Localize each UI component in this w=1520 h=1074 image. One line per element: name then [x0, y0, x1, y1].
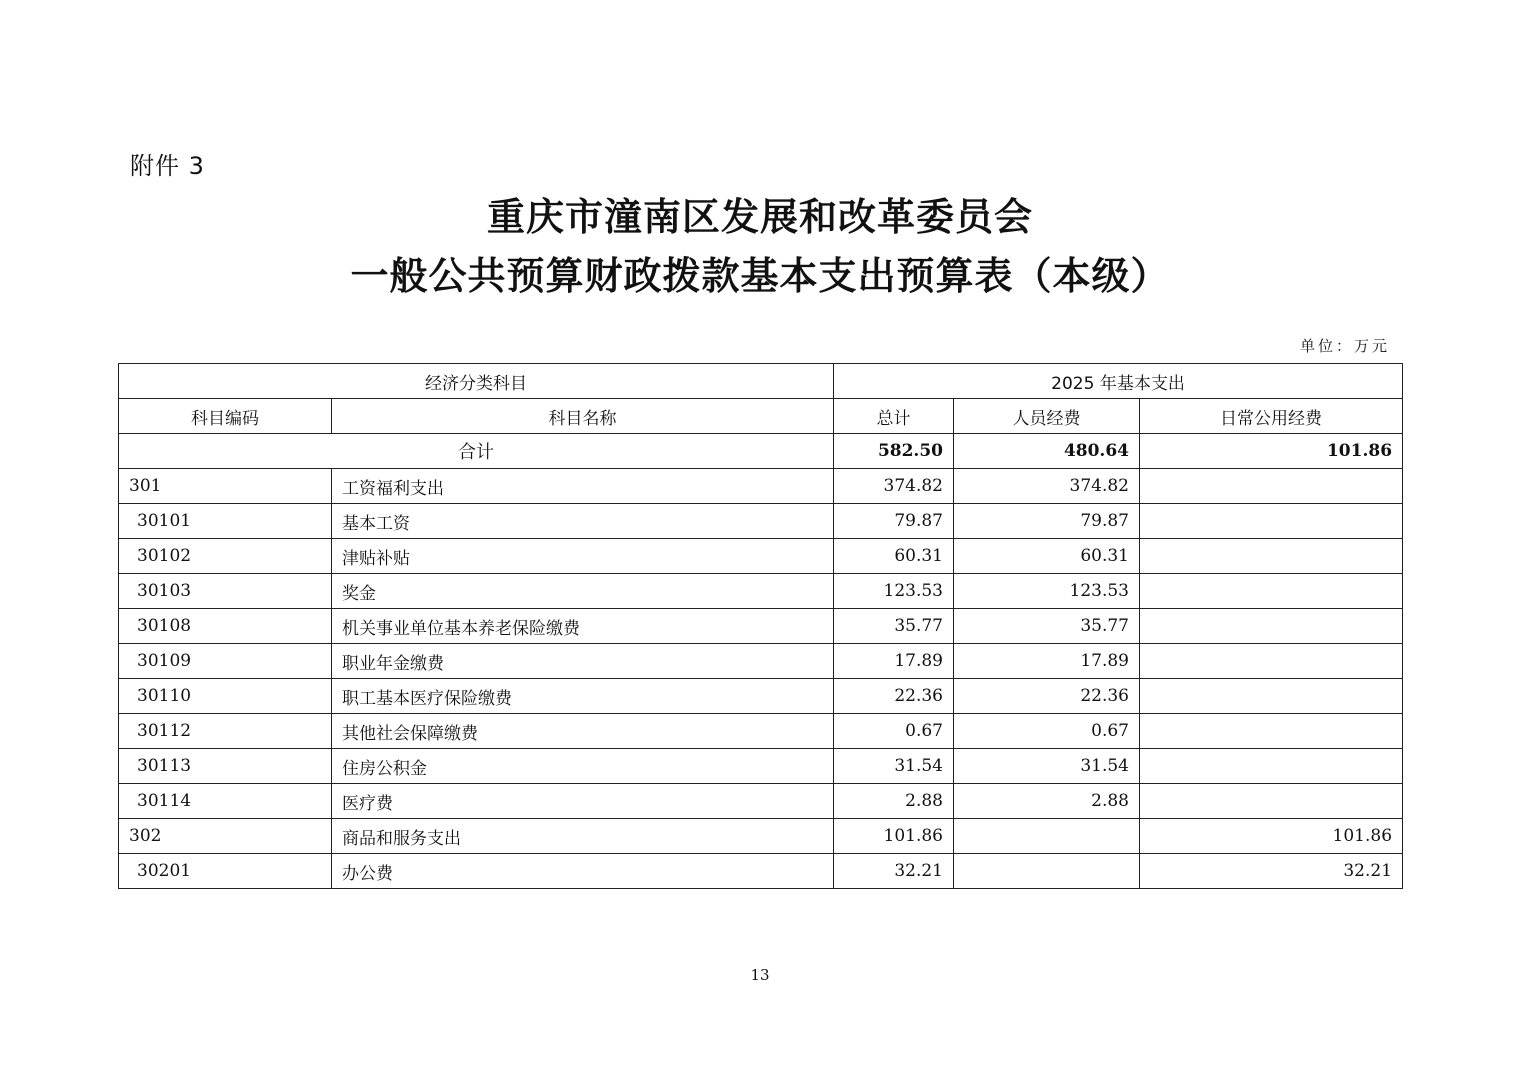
- row-code: 30113: [119, 749, 332, 784]
- row-code: 30101: [119, 504, 332, 539]
- row-code: 30110: [119, 679, 332, 714]
- row-name: 职业年金缴费: [332, 644, 834, 679]
- row-personnel: 22.36: [954, 679, 1140, 714]
- row-public: [1140, 679, 1403, 714]
- total-public: 101.86: [1140, 434, 1403, 469]
- row-name: 商品和服务支出: [332, 819, 834, 854]
- row-personnel: 60.31: [954, 539, 1140, 574]
- row-name: 职工基本医疗保险缴费: [332, 679, 834, 714]
- row-personnel: [954, 819, 1140, 854]
- row-public: [1140, 644, 1403, 679]
- column-header-public: 日常公用经费: [1140, 399, 1403, 434]
- group-header-economic: 经济分类科目: [119, 364, 834, 399]
- page-number: 13: [750, 966, 770, 984]
- row-total: 35.77: [834, 609, 954, 644]
- table-row: [119, 609, 1403, 644]
- row-name: 机关事业单位基本养老保险缴费: [332, 609, 834, 644]
- row-public: [1140, 574, 1403, 609]
- row-total: 2.88: [834, 784, 954, 819]
- row-name: 奖金: [332, 574, 834, 609]
- row-public: [1140, 469, 1403, 504]
- row-name: 办公费: [332, 854, 834, 889]
- row-public: [1140, 504, 1403, 539]
- row-personnel: 79.87: [954, 504, 1140, 539]
- table-row: [119, 574, 1403, 609]
- column-header-row: [119, 399, 1403, 434]
- row-personnel: 31.54: [954, 749, 1140, 784]
- total-personnel: 480.64: [954, 434, 1140, 469]
- row-total: 0.67: [834, 714, 954, 749]
- row-code: 30108: [119, 609, 332, 644]
- row-public: [1140, 749, 1403, 784]
- attachment-label: 附件 3: [130, 152, 205, 180]
- row-public: 101.86: [1140, 819, 1403, 854]
- row-personnel: 35.77: [954, 609, 1140, 644]
- total-label: 合计: [119, 434, 834, 469]
- row-name: 其他社会保障缴费: [332, 714, 834, 749]
- table-row: [119, 679, 1403, 714]
- row-personnel: 2.88: [954, 784, 1140, 819]
- table-row: [119, 539, 1403, 574]
- row-personnel: [954, 854, 1140, 889]
- row-name: 工资福利支出: [332, 469, 834, 504]
- row-name: 基本工资: [332, 504, 834, 539]
- row-code: 30109: [119, 644, 332, 679]
- group-header-basic-expenditure: 2025 年基本支出: [834, 364, 1403, 399]
- row-public: 32.21: [1140, 854, 1403, 889]
- row-code: 30102: [119, 539, 332, 574]
- budget-table: [118, 363, 1403, 889]
- column-header-total: 总计: [834, 399, 954, 434]
- row-code: 302: [119, 819, 332, 854]
- row-personnel: 0.67: [954, 714, 1140, 749]
- row-total: 17.89: [834, 644, 954, 679]
- row-code: 30114: [119, 784, 332, 819]
- row-total: 32.21: [834, 854, 954, 889]
- group-header-row: [119, 364, 1403, 399]
- document-title-line1: 重庆市潼南区发展和改革委员会: [486, 194, 1033, 239]
- row-personnel: 17.89: [954, 644, 1140, 679]
- row-total: 60.31: [834, 539, 954, 574]
- row-code: 30112: [119, 714, 332, 749]
- row-code: 30201: [119, 854, 332, 889]
- table-row: [119, 749, 1403, 784]
- table-row: [119, 714, 1403, 749]
- row-total: 22.36: [834, 679, 954, 714]
- row-public: [1140, 539, 1403, 574]
- row-public: [1140, 609, 1403, 644]
- row-total: 79.87: [834, 504, 954, 539]
- row-name: 津贴补贴: [332, 539, 834, 574]
- column-header-personnel: 人员经费: [954, 399, 1140, 434]
- row-public: [1140, 784, 1403, 819]
- table-row: [119, 819, 1403, 854]
- table-row: [119, 469, 1403, 504]
- total-sum: 582.50: [834, 434, 954, 469]
- row-total: 101.86: [834, 819, 954, 854]
- document-title-line2: 一般公共预算财政拨款基本支出预算表（本级）: [350, 253, 1170, 298]
- table-row: [119, 854, 1403, 889]
- row-total: 374.82: [834, 469, 954, 504]
- row-total: 123.53: [834, 574, 954, 609]
- total-row: [119, 434, 1403, 469]
- row-code: 301: [119, 469, 332, 504]
- column-header-name: 科目名称: [332, 399, 834, 434]
- table-row: [119, 784, 1403, 819]
- row-code: 30103: [119, 574, 332, 609]
- row-personnel: 123.53: [954, 574, 1140, 609]
- row-total: 31.54: [834, 749, 954, 784]
- table-row: [119, 504, 1403, 539]
- row-public: [1140, 714, 1403, 749]
- row-name: 住房公积金: [332, 749, 834, 784]
- column-header-code: 科目编码: [119, 399, 332, 434]
- row-name: 医疗费: [332, 784, 834, 819]
- unit-label: 单位：万元: [1299, 337, 1390, 355]
- row-personnel: 374.82: [954, 469, 1140, 504]
- table-row: [119, 644, 1403, 679]
